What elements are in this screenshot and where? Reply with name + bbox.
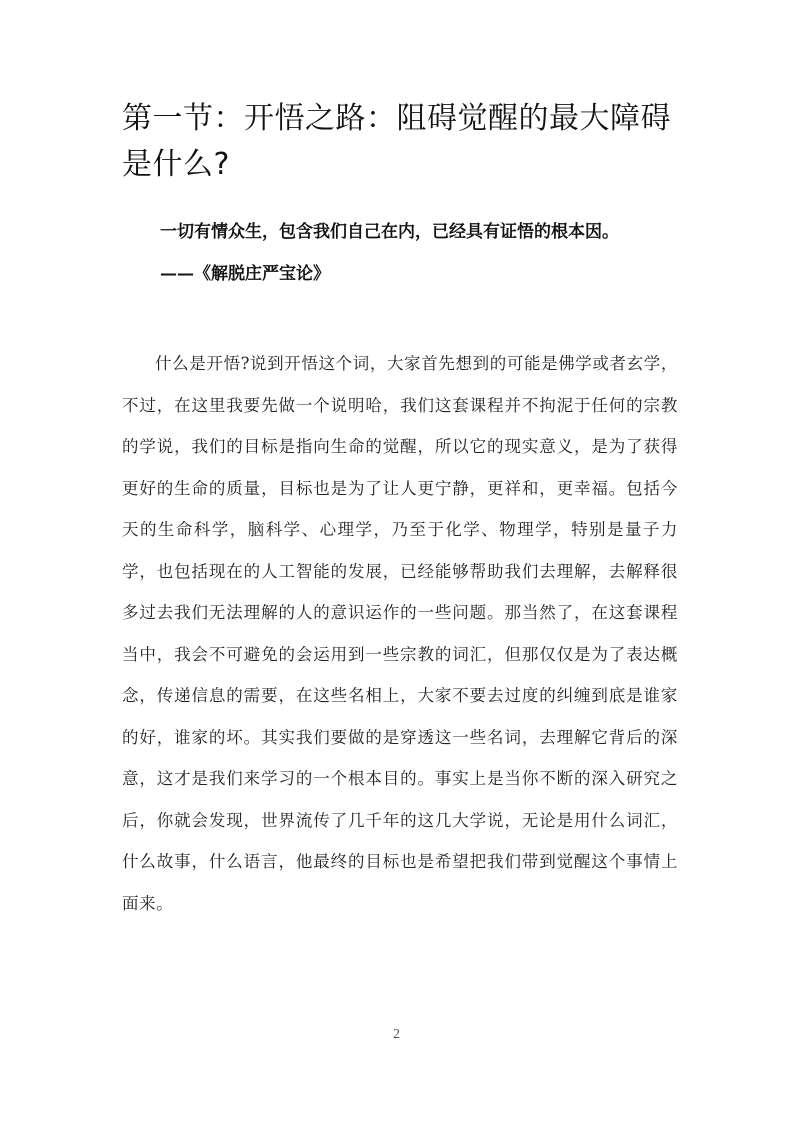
epigraph-source: ——《解脱庄严宝论》	[160, 264, 330, 284]
body-text	[122, 343, 678, 924]
section-title: 第一节：开悟之路：阻碍觉醒的最大障碍是什么?	[122, 101, 671, 182]
page-number: 2	[393, 1027, 400, 1042]
epigraph-quote: 一切有情众生，包含我们自己在内，已经具有证悟的根本因。	[160, 222, 619, 242]
body-paragraph: 什么是开悟?说到开悟这个词，大家首先想到的可能是佛学或者玄学，不过，在这里我要先做一个说明哈，我们这套课程并不拘泥于任何的宗教的学说，我们的目标是指向生命的觉醒，所以它的现实意义，是为了获得更好的生命的质量，目标也是为了让人更宁静，更祥和，更幸福。包括今天的生命科学，脑科学、心理学，乃至于化学、物理学，特别是量子力学，也包括现在的人工智能的发展，已经能够帮助我们去理解，去解释很多过去我们无法理解的人的意识运作的一些问题。那当然了，在这套课程当中，我会不可避免的会运用到一些宗教的词汇，但那仅仅是为了表达概念，传递信息的需要，在这些名相上，大家不要去过度的纠缠到底是谁家的好，谁家的坏。其实我们要做的是穿透这一些名词，去理解它背后的深意，这才是我们来学习的一个根本目的。事实上是当你不断的深入研究之后，你就会发现，世界流传了几千年的这几大学说，无论是用什么词汇，什么故事，什么语言，他最终的目标也是希望把我们带到觉醒这个事情上面来。	[122, 354, 678, 913]
